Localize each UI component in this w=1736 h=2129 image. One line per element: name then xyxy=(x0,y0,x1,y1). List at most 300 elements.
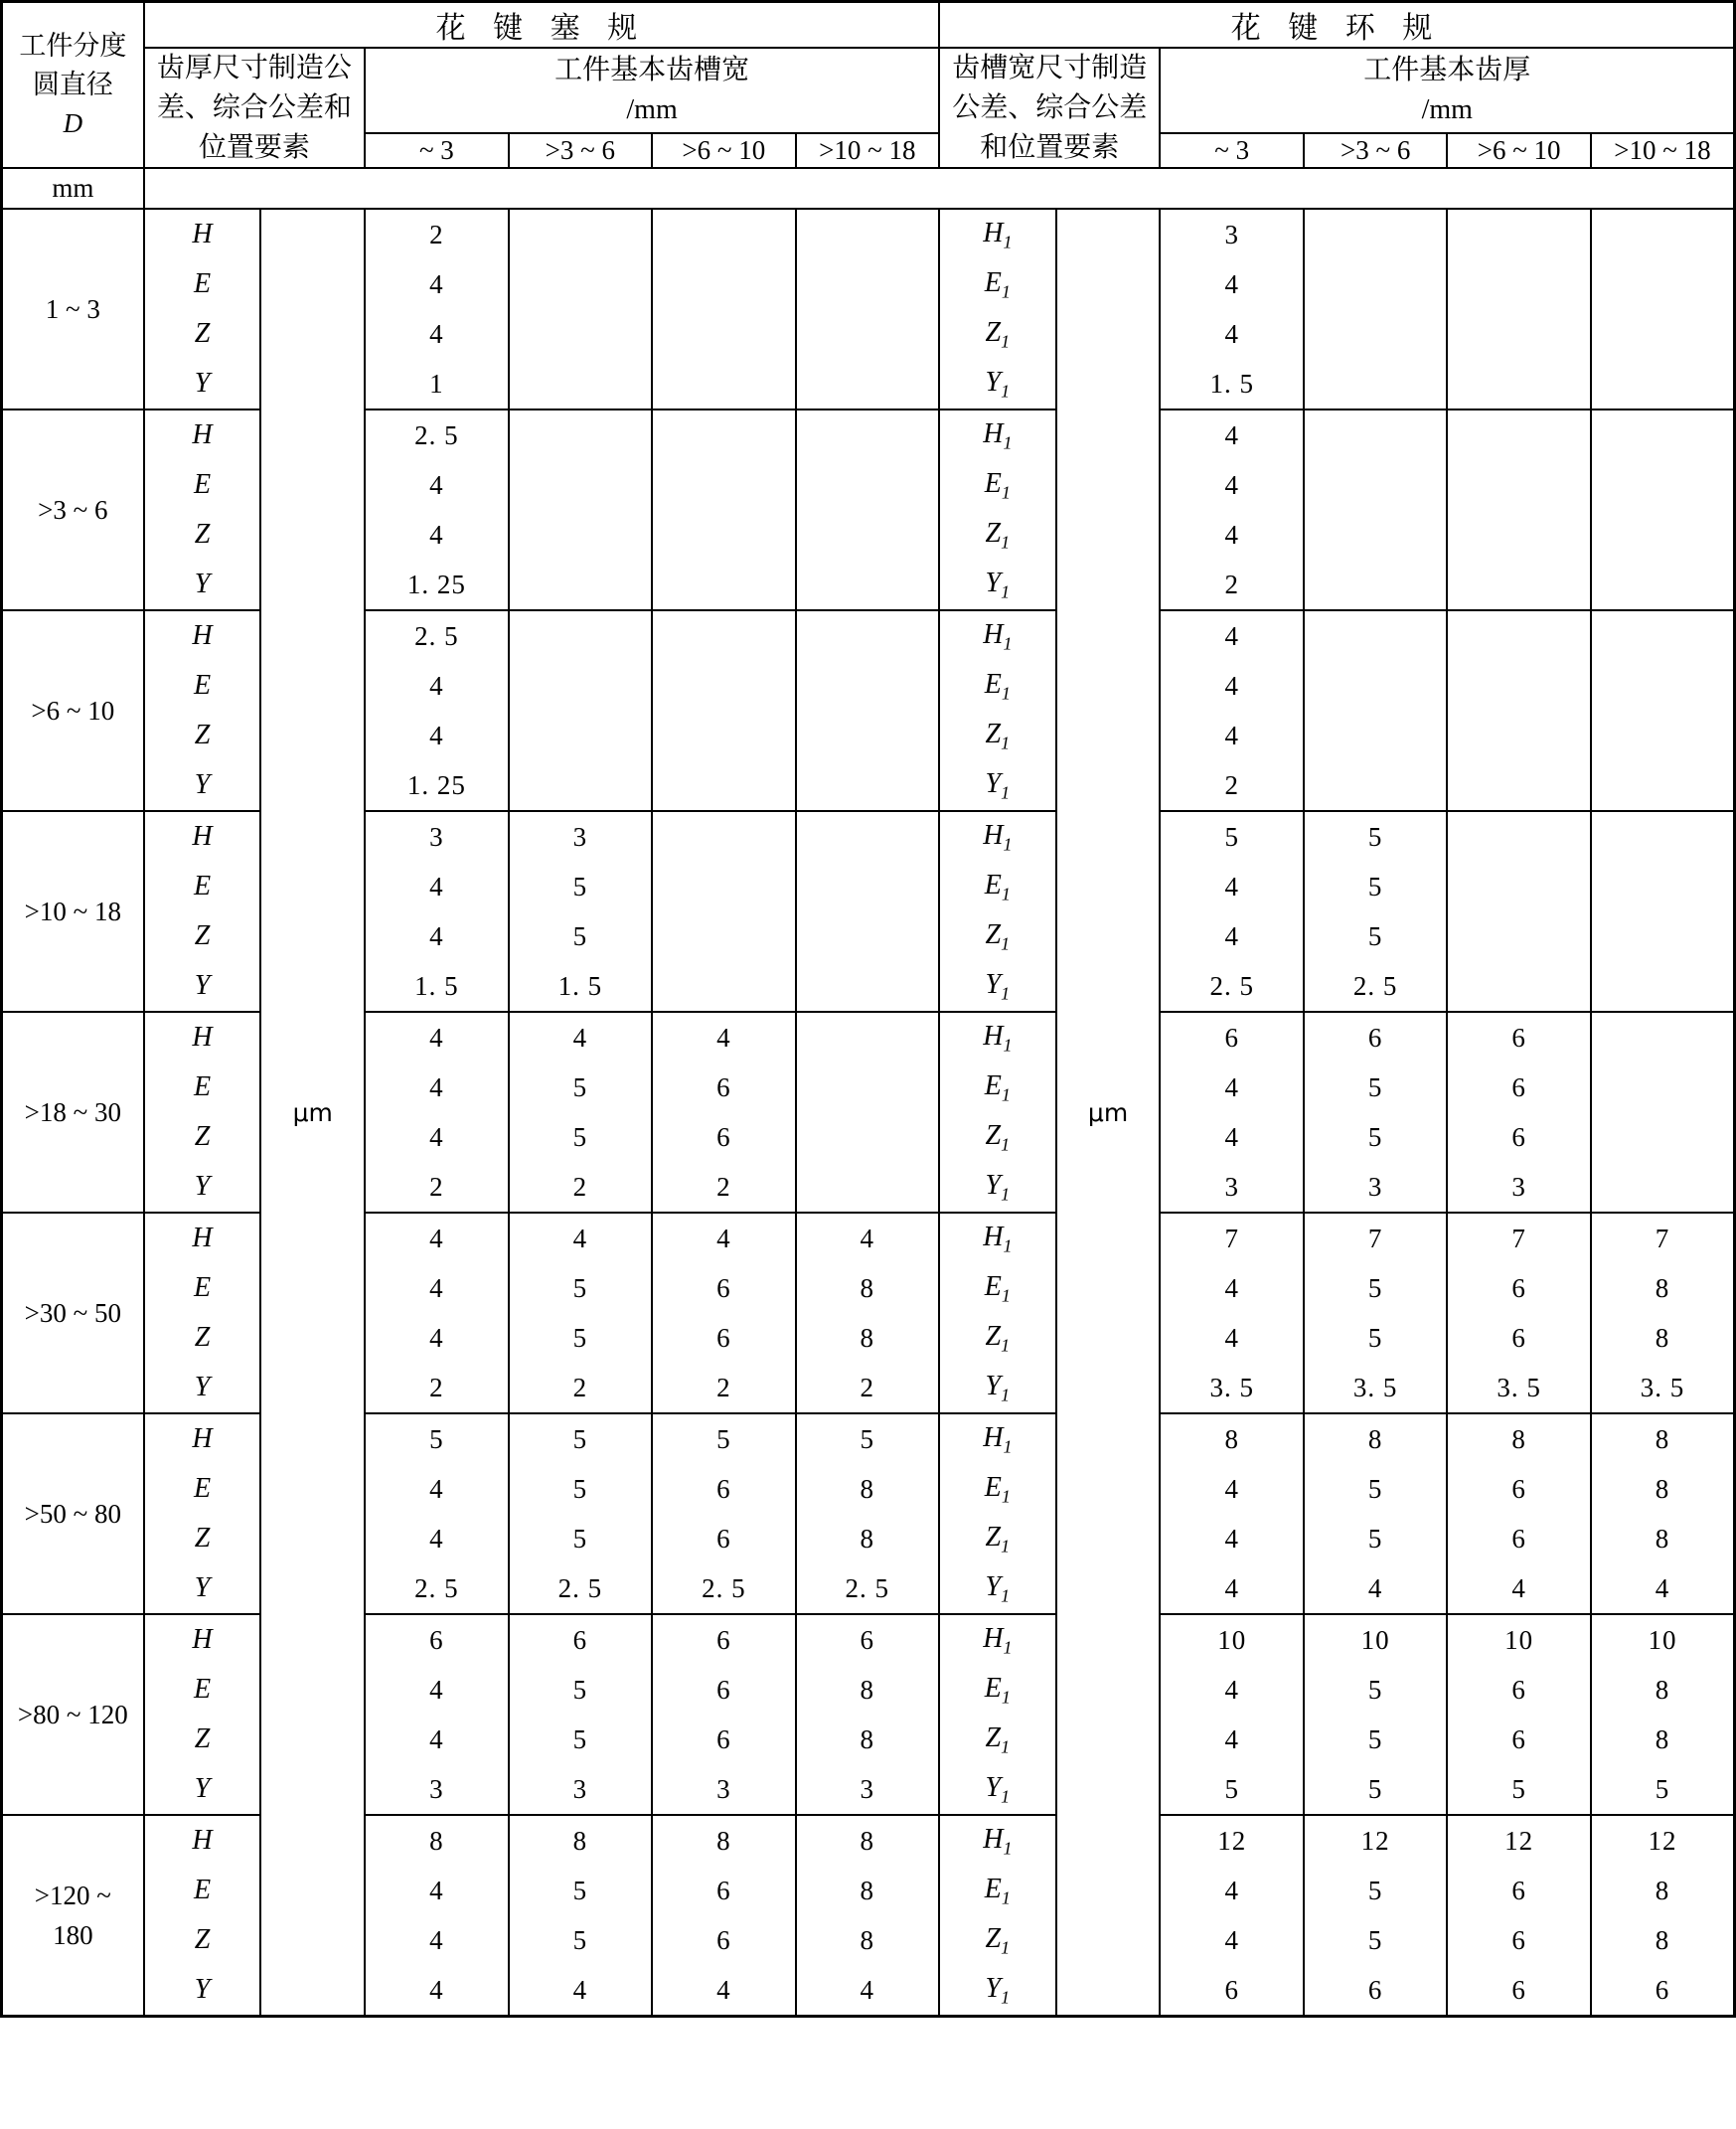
plug-value-cell: 2 xyxy=(509,1162,652,1213)
plug-symbol-cell: H xyxy=(144,1614,261,1665)
plug-symbol-cell: Y xyxy=(144,961,261,1012)
plug-value-cell: 6 xyxy=(652,1263,795,1313)
plug-value-cell xyxy=(796,1162,939,1213)
plug-value-cell xyxy=(509,209,652,259)
header-plug-gauge-title: 花 键 塞 规 xyxy=(144,2,939,49)
header-ring-range-1: >3 ~ 6 xyxy=(1304,133,1447,168)
ring-symbol-cell: $Y_1$ xyxy=(939,1563,1056,1614)
ring-value-cell: 6 xyxy=(1304,1965,1447,2017)
plug-symbol-cell: H xyxy=(144,1815,261,1866)
plug-symbol-cell: E xyxy=(144,259,261,309)
plug-value-cell: 4 xyxy=(365,661,508,711)
plug-value-cell: 3 xyxy=(509,811,652,862)
ring-value-cell xyxy=(1447,760,1590,811)
plug-symbol-cell: E xyxy=(144,1665,261,1715)
plug-value-cell: 8 xyxy=(796,1715,939,1764)
plug-value-cell: 3 xyxy=(796,1764,939,1815)
plug-value-cell: 2. 5 xyxy=(509,1563,652,1614)
ring-value-cell xyxy=(1447,359,1590,409)
ring-value-cell: 8 xyxy=(1591,1313,1735,1363)
plug-symbol-cell: Z xyxy=(144,510,261,560)
plug-value-cell: 2 xyxy=(365,209,508,259)
ring-value-cell: 6 xyxy=(1447,1313,1590,1363)
plug-value-cell: 1. 25 xyxy=(365,560,508,610)
plug-value-cell: 1. 5 xyxy=(365,961,508,1012)
header-diameter-unit: mm xyxy=(2,168,144,209)
ring-value-cell: 6 xyxy=(1447,1715,1590,1764)
ring-symbol-cell: $E_1$ xyxy=(939,1063,1056,1112)
ring-value-cell: 5 xyxy=(1304,1715,1447,1764)
ring-symbol-cell: $Z_1$ xyxy=(939,1112,1056,1162)
plug-value-cell: 4 xyxy=(652,1965,795,2017)
plug-symbol-cell: Y xyxy=(144,760,261,811)
ring-value-cell xyxy=(1447,711,1590,760)
ring-value-cell xyxy=(1447,811,1590,862)
plug-symbol-cell: E xyxy=(144,862,261,911)
plug-value-cell xyxy=(796,1063,939,1112)
plug-value-cell xyxy=(796,309,939,359)
plug-value-cell: 3 xyxy=(365,1764,508,1815)
plug-symbol-cell: Z xyxy=(144,711,261,760)
ring-symbol-cell: $Z_1$ xyxy=(939,1915,1056,1965)
ring-value-cell: 6 xyxy=(1160,1965,1303,2017)
plug-value-cell: 8 xyxy=(796,1313,939,1363)
header-ring-tolerance-title: 齿槽宽尺寸制造公差、综合公差和位置要素 xyxy=(939,48,1160,168)
plug-value-cell: 5 xyxy=(509,1715,652,1764)
ring-value-cell xyxy=(1591,610,1735,661)
ring-value-cell xyxy=(1591,209,1735,259)
plug-value-cell: 4 xyxy=(365,1464,508,1514)
plug-value-cell: 8 xyxy=(796,1815,939,1866)
ring-symbol-cell: $Z_1$ xyxy=(939,1313,1056,1363)
ring-value-cell xyxy=(1304,409,1447,460)
plug-value-cell: 4 xyxy=(365,862,508,911)
plug-symbol-cell: H xyxy=(144,409,261,460)
plug-value-cell xyxy=(652,309,795,359)
plug-value-cell xyxy=(796,409,939,460)
plug-value-cell: 4 xyxy=(365,1866,508,1915)
ring-value-cell xyxy=(1447,862,1590,911)
plug-value-cell: 5 xyxy=(509,1464,652,1514)
plug-value-cell xyxy=(652,259,795,309)
plug-value-cell: 4 xyxy=(509,1965,652,2017)
plug-value-cell: 8 xyxy=(796,1665,939,1715)
plug-value-cell xyxy=(509,661,652,711)
ring-symbol-cell: $E_1$ xyxy=(939,1263,1056,1313)
plug-value-cell xyxy=(652,711,795,760)
plug-value-cell: 4 xyxy=(365,1012,508,1063)
ring-symbol-cell: $Z_1$ xyxy=(939,510,1056,560)
plug-symbol-cell: Y xyxy=(144,359,261,409)
ring-value-cell: 5 xyxy=(1304,1915,1447,1965)
ring-symbol-cell: $E_1$ xyxy=(939,259,1056,309)
ring-value-cell: 8 xyxy=(1447,1413,1590,1464)
plug-value-cell: 8 xyxy=(509,1815,652,1866)
ring-value-cell: 5 xyxy=(1160,1764,1303,1815)
plug-value-cell: 6 xyxy=(796,1614,939,1665)
ring-value-cell: 5 xyxy=(1304,1464,1447,1514)
plug-value-cell: 5 xyxy=(509,1514,652,1563)
plug-value-cell: 6 xyxy=(509,1614,652,1665)
ring-value-cell: 7 xyxy=(1591,1213,1735,1263)
plug-value-cell: 4 xyxy=(365,1514,508,1563)
plug-value-cell xyxy=(509,259,652,309)
ring-value-cell: 5 xyxy=(1304,1313,1447,1363)
ring-value-cell xyxy=(1447,460,1590,510)
header-ring-range-3: >10 ~ 18 xyxy=(1591,133,1735,168)
plug-value-cell: 8 xyxy=(796,1866,939,1915)
plug-symbol-cell: H xyxy=(144,1012,261,1063)
table-header xyxy=(2,2,1735,210)
ring-value-cell: 8 xyxy=(1591,1866,1735,1915)
ring-value-cell: 3. 5 xyxy=(1591,1363,1735,1413)
ring-value-cell xyxy=(1447,409,1590,460)
ring-value-cell: 6 xyxy=(1447,1514,1590,1563)
ring-symbol-cell: $Y_1$ xyxy=(939,1764,1056,1815)
ring-symbol-cell: $Y_1$ xyxy=(939,1162,1056,1213)
plug-symbol-cell: H xyxy=(144,1413,261,1464)
ring-value-cell: 6 xyxy=(1447,1464,1590,1514)
plug-value-cell: 4 xyxy=(365,1965,508,2017)
plug-value-cell: 6 xyxy=(652,1665,795,1715)
plug-value-cell: 5 xyxy=(509,1112,652,1162)
plug-value-cell xyxy=(652,560,795,610)
plug-value-cell xyxy=(652,409,795,460)
ring-value-cell xyxy=(1304,309,1447,359)
ring-value-cell: 5 xyxy=(1160,811,1303,862)
plug-symbol-cell: E xyxy=(144,1063,261,1112)
ring-value-cell: 4 xyxy=(1160,1112,1303,1162)
table-body xyxy=(2,209,1735,2017)
plug-value-cell: 8 xyxy=(796,1263,939,1313)
ring-symbol-cell: $Y_1$ xyxy=(939,961,1056,1012)
ring-value-cell: 4 xyxy=(1160,1665,1303,1715)
plug-value-cell xyxy=(796,1112,939,1162)
row-diameter-range-line2: 180 xyxy=(53,1920,93,1951)
ring-value-cell: 5 xyxy=(1304,1514,1447,1563)
plug-value-cell: 6 xyxy=(652,1514,795,1563)
ring-value-cell xyxy=(1447,661,1590,711)
ring-value-cell: 5 xyxy=(1447,1764,1590,1815)
ring-value-cell: 2 xyxy=(1160,760,1303,811)
plug-value-cell: 6 xyxy=(652,1313,795,1363)
ring-value-cell: 5 xyxy=(1591,1764,1735,1815)
ring-value-cell: 6 xyxy=(1447,1866,1590,1915)
plug-symbol-cell: H xyxy=(144,811,261,862)
ring-value-cell: 5 xyxy=(1304,811,1447,862)
plug-symbol-cell: Y xyxy=(144,1162,261,1213)
ring-value-cell: 4 xyxy=(1160,711,1303,760)
plug-value-cell xyxy=(652,760,795,811)
ring-symbol-cell: $E_1$ xyxy=(939,460,1056,510)
ring-value-cell: 4 xyxy=(1160,460,1303,510)
ring-value-cell: 12 xyxy=(1304,1815,1447,1866)
plug-symbol-cell: Z xyxy=(144,1715,261,1764)
plug-value-cell xyxy=(796,1012,939,1063)
header-plug-range-2: >6 ~ 10 xyxy=(652,133,795,168)
plug-value-cell: 6 xyxy=(652,1866,795,1915)
plug-symbol-cell: Z xyxy=(144,1514,261,1563)
ring-value-cell: 5 xyxy=(1304,1764,1447,1815)
plug-value-cell xyxy=(509,460,652,510)
ring-symbol-cell: $Y_1$ xyxy=(939,760,1056,811)
plug-value-cell: 4 xyxy=(365,911,508,961)
plug-symbol-cell: E xyxy=(144,1263,261,1313)
ring-value-cell xyxy=(1591,811,1735,862)
plug-value-cell: 4 xyxy=(365,259,508,309)
header-plug-range-1: >3 ~ 6 xyxy=(509,133,652,168)
plug-value-cell xyxy=(796,359,939,409)
ring-value-cell xyxy=(1591,961,1735,1012)
plug-value-cell: 4 xyxy=(365,510,508,560)
plug-symbol-cell: H xyxy=(144,209,261,259)
plug-symbol-cell: H xyxy=(144,1213,261,1263)
ring-symbol-cell: $H_1$ xyxy=(939,1614,1056,1665)
plug-value-cell: 3 xyxy=(509,1764,652,1815)
ring-value-cell: 8 xyxy=(1591,1263,1735,1313)
ring-value-cell xyxy=(1447,309,1590,359)
ring-value-cell: 3 xyxy=(1447,1162,1590,1213)
header-ring-thickness-line1: 工件基本齿厚 xyxy=(1363,55,1531,86)
plug-value-cell: 4 xyxy=(365,1665,508,1715)
ring-symbol-cell: $Z_1$ xyxy=(939,1514,1056,1563)
plug-value-cell xyxy=(796,610,939,661)
ring-value-cell xyxy=(1591,862,1735,911)
ring-value-cell: 4 xyxy=(1160,911,1303,961)
ring-symbol-cell: $H_1$ xyxy=(939,1012,1056,1063)
plug-value-cell xyxy=(796,862,939,911)
ring-value-cell: 3 xyxy=(1304,1162,1447,1213)
plug-value-cell: 5 xyxy=(509,1866,652,1915)
plug-symbol-cell: Z xyxy=(144,1112,261,1162)
header-plug-tolerance-title: 齿厚尺寸制造公差、综合公差和位置要素 xyxy=(144,48,365,168)
plug-value-cell: 8 xyxy=(796,1514,939,1563)
plug-value-cell xyxy=(796,259,939,309)
header-plug-range-3: >10 ~ 18 xyxy=(796,133,939,168)
plug-symbol-cell: Z xyxy=(144,911,261,961)
plug-value-cell: 6 xyxy=(652,1063,795,1112)
header-row-main xyxy=(2,2,1735,49)
plug-value-cell: 5 xyxy=(509,1263,652,1313)
ring-value-cell: 5 xyxy=(1304,862,1447,911)
plug-value-cell: 2 xyxy=(365,1162,508,1213)
header-diameter-line2: 圆直径 xyxy=(32,70,113,100)
ring-value-cell: 4 xyxy=(1160,1263,1303,1313)
ring-value-cell xyxy=(1591,1012,1735,1063)
ring-value-cell xyxy=(1591,259,1735,309)
ring-value-cell xyxy=(1304,460,1447,510)
header-diameter-symbol: D xyxy=(63,108,83,139)
row-diameter-range: >50 ~ 80 xyxy=(2,1413,144,1614)
plug-value-cell xyxy=(796,811,939,862)
plug-symbol-cell: Y xyxy=(144,1764,261,1815)
plug-value-cell: 5 xyxy=(509,1063,652,1112)
plug-value-cell: 4 xyxy=(365,1263,508,1313)
plug-value-cell xyxy=(796,911,939,961)
ring-value-cell xyxy=(1304,610,1447,661)
plug-symbol-cell: Y xyxy=(144,560,261,610)
plug-value-cell: 4 xyxy=(365,1213,508,1263)
ring-symbol-cell: $H_1$ xyxy=(939,209,1056,259)
ring-symbol-cell: $H_1$ xyxy=(939,610,1056,661)
ring-value-cell xyxy=(1591,661,1735,711)
plug-value-cell xyxy=(509,610,652,661)
ring-value-cell: 4 xyxy=(1160,510,1303,560)
ring-value-cell: 4 xyxy=(1160,1313,1303,1363)
plug-value-cell: 4 xyxy=(509,1213,652,1263)
ring-symbol-cell: $E_1$ xyxy=(939,862,1056,911)
ring-value-cell: 4 xyxy=(1160,1563,1303,1614)
plug-value-cell xyxy=(652,359,795,409)
plug-value-cell: 4 xyxy=(365,1112,508,1162)
ring-symbol-cell: $Z_1$ xyxy=(939,911,1056,961)
plug-symbol-cell: Z xyxy=(144,1915,261,1965)
header-row-sub xyxy=(2,48,1735,133)
ring-value-cell: 7 xyxy=(1447,1213,1590,1263)
ring-symbol-cell: $E_1$ xyxy=(939,1665,1056,1715)
plug-value-cell: 6 xyxy=(652,1614,795,1665)
ring-value-cell: 3. 5 xyxy=(1447,1363,1590,1413)
plug-symbol-cell: Y xyxy=(144,1563,261,1614)
ring-value-cell xyxy=(1447,510,1590,560)
ring-value-cell xyxy=(1591,1063,1735,1112)
ring-value-cell: 1. 5 xyxy=(1160,359,1303,409)
ring-value-cell: 6 xyxy=(1447,1965,1590,2017)
header-diameter-line1: 工件分度 xyxy=(19,30,127,61)
plug-value-cell: 5 xyxy=(509,1413,652,1464)
plug-value-cell: 4 xyxy=(365,460,508,510)
ring-value-cell: 8 xyxy=(1591,1665,1735,1715)
ring-value-cell xyxy=(1304,711,1447,760)
plug-value-cell: 8 xyxy=(796,1915,939,1965)
ring-symbol-cell: $Z_1$ xyxy=(939,309,1056,359)
plug-value-cell: 5 xyxy=(365,1413,508,1464)
ring-value-cell: 8 xyxy=(1591,1413,1735,1464)
plug-value-cell: 5 xyxy=(796,1413,939,1464)
plug-value-cell xyxy=(652,510,795,560)
ring-value-cell: 4 xyxy=(1447,1563,1590,1614)
plug-value-cell: 8 xyxy=(796,1464,939,1514)
plug-value-cell: 1. 5 xyxy=(509,961,652,1012)
row-diameter-range: >80 ~ 120 xyxy=(2,1614,144,1815)
plug-value-cell: 6 xyxy=(652,1915,795,1965)
ring-value-cell xyxy=(1591,359,1735,409)
plug-value-cell xyxy=(796,760,939,811)
plug-value-cell: 6 xyxy=(652,1112,795,1162)
plug-value-cell xyxy=(509,309,652,359)
plug-value-cell: 5 xyxy=(509,862,652,911)
plug-value-cell: 2 xyxy=(365,1363,508,1413)
ring-value-cell xyxy=(1591,711,1735,760)
ring-value-cell: 8 xyxy=(1160,1413,1303,1464)
ring-value-cell xyxy=(1304,661,1447,711)
plug-value-cell xyxy=(509,711,652,760)
ring-value-cell xyxy=(1447,259,1590,309)
ring-value-cell: 4 xyxy=(1160,1514,1303,1563)
ring-value-cell: 4 xyxy=(1160,1063,1303,1112)
plug-value-cell: 5 xyxy=(509,1665,652,1715)
header-plug-range-0: ~ 3 xyxy=(365,133,508,168)
plug-value-cell xyxy=(509,560,652,610)
plug-value-cell: 2. 5 xyxy=(365,1563,508,1614)
row-diameter-range: >10 ~ 18 xyxy=(2,811,144,1012)
plug-value-cell: 3 xyxy=(652,1764,795,1815)
ring-value-cell: 12 xyxy=(1447,1815,1590,1866)
ring-symbol-cell: $Z_1$ xyxy=(939,711,1056,760)
plug-value-cell xyxy=(652,661,795,711)
plug-value-cell xyxy=(652,610,795,661)
ring-value-cell: 6 xyxy=(1591,1965,1735,2017)
plug-value-cell: 5 xyxy=(509,911,652,961)
plug-value-cell: 3 xyxy=(365,811,508,862)
ring-value-cell: 8 xyxy=(1591,1514,1735,1563)
ring-value-cell: 12 xyxy=(1160,1815,1303,1866)
ring-value-cell xyxy=(1591,560,1735,610)
ring-symbol-cell: $H_1$ xyxy=(939,1815,1056,1866)
ring-value-cell xyxy=(1304,560,1447,610)
ring-value-cell: 5 xyxy=(1304,1263,1447,1313)
header-ring-gauge-title: 花 键 环 规 xyxy=(939,2,1734,49)
plug-value-cell: 2 xyxy=(796,1363,939,1413)
row-diameter-range: >6 ~ 10 xyxy=(2,610,144,811)
table-row xyxy=(2,209,1735,259)
ring-value-cell: 3 xyxy=(1160,209,1303,259)
ring-value-cell: 8 xyxy=(1591,1715,1735,1764)
plug-value-cell xyxy=(652,209,795,259)
plug-symbol-cell: E xyxy=(144,1464,261,1514)
ring-value-cell: 4 xyxy=(1160,409,1303,460)
plug-symbol-cell: H xyxy=(144,610,261,661)
ring-value-cell xyxy=(1447,911,1590,961)
ring-value-cell xyxy=(1591,1112,1735,1162)
ring-value-cell: 6 xyxy=(1447,1665,1590,1715)
plug-symbol-cell: Y xyxy=(144,1965,261,2017)
ring-value-cell xyxy=(1591,510,1735,560)
ring-value-cell xyxy=(1304,760,1447,811)
ring-value-cell: 4 xyxy=(1304,1563,1447,1614)
plug-value-cell: 6 xyxy=(652,1464,795,1514)
ring-value-cell: 5 xyxy=(1304,1112,1447,1162)
plug-value-cell: 6 xyxy=(652,1715,795,1764)
header-ring-thickness-line2: /mm xyxy=(1421,94,1473,126)
plug-symbol-cell: E xyxy=(144,460,261,510)
plug-value-cell xyxy=(652,460,795,510)
plug-value-cell: 1 xyxy=(365,359,508,409)
ring-symbol-cell: $H_1$ xyxy=(939,1413,1056,1464)
row-diameter-range: 1 ~ 3 xyxy=(2,209,144,409)
ring-value-cell: 5 xyxy=(1304,1063,1447,1112)
plug-value-cell xyxy=(652,961,795,1012)
plug-value-cell: 4 xyxy=(365,1915,508,1965)
ring-value-cell: 4 xyxy=(1591,1563,1735,1614)
plug-value-cell: 8 xyxy=(365,1815,508,1866)
ring-value-cell: 4 xyxy=(1160,1464,1303,1514)
ring-value-cell: 8 xyxy=(1304,1413,1447,1464)
plug-value-cell xyxy=(509,510,652,560)
plug-value-cell: 4 xyxy=(365,1715,508,1764)
plug-value-cell: 2 xyxy=(652,1162,795,1213)
ring-symbol-cell: $H_1$ xyxy=(939,811,1056,862)
plug-value-cell xyxy=(796,661,939,711)
ring-symbol-cell: $E_1$ xyxy=(939,661,1056,711)
ring-value-cell: 3. 5 xyxy=(1160,1363,1303,1413)
ring-value-cell xyxy=(1591,460,1735,510)
ring-value-cell: 2 xyxy=(1160,560,1303,610)
plug-value-cell: 4 xyxy=(365,711,508,760)
ring-value-cell: 2. 5 xyxy=(1160,961,1303,1012)
ring-value-cell: 6 xyxy=(1447,1063,1590,1112)
ring-symbol-cell: $E_1$ xyxy=(939,1866,1056,1915)
